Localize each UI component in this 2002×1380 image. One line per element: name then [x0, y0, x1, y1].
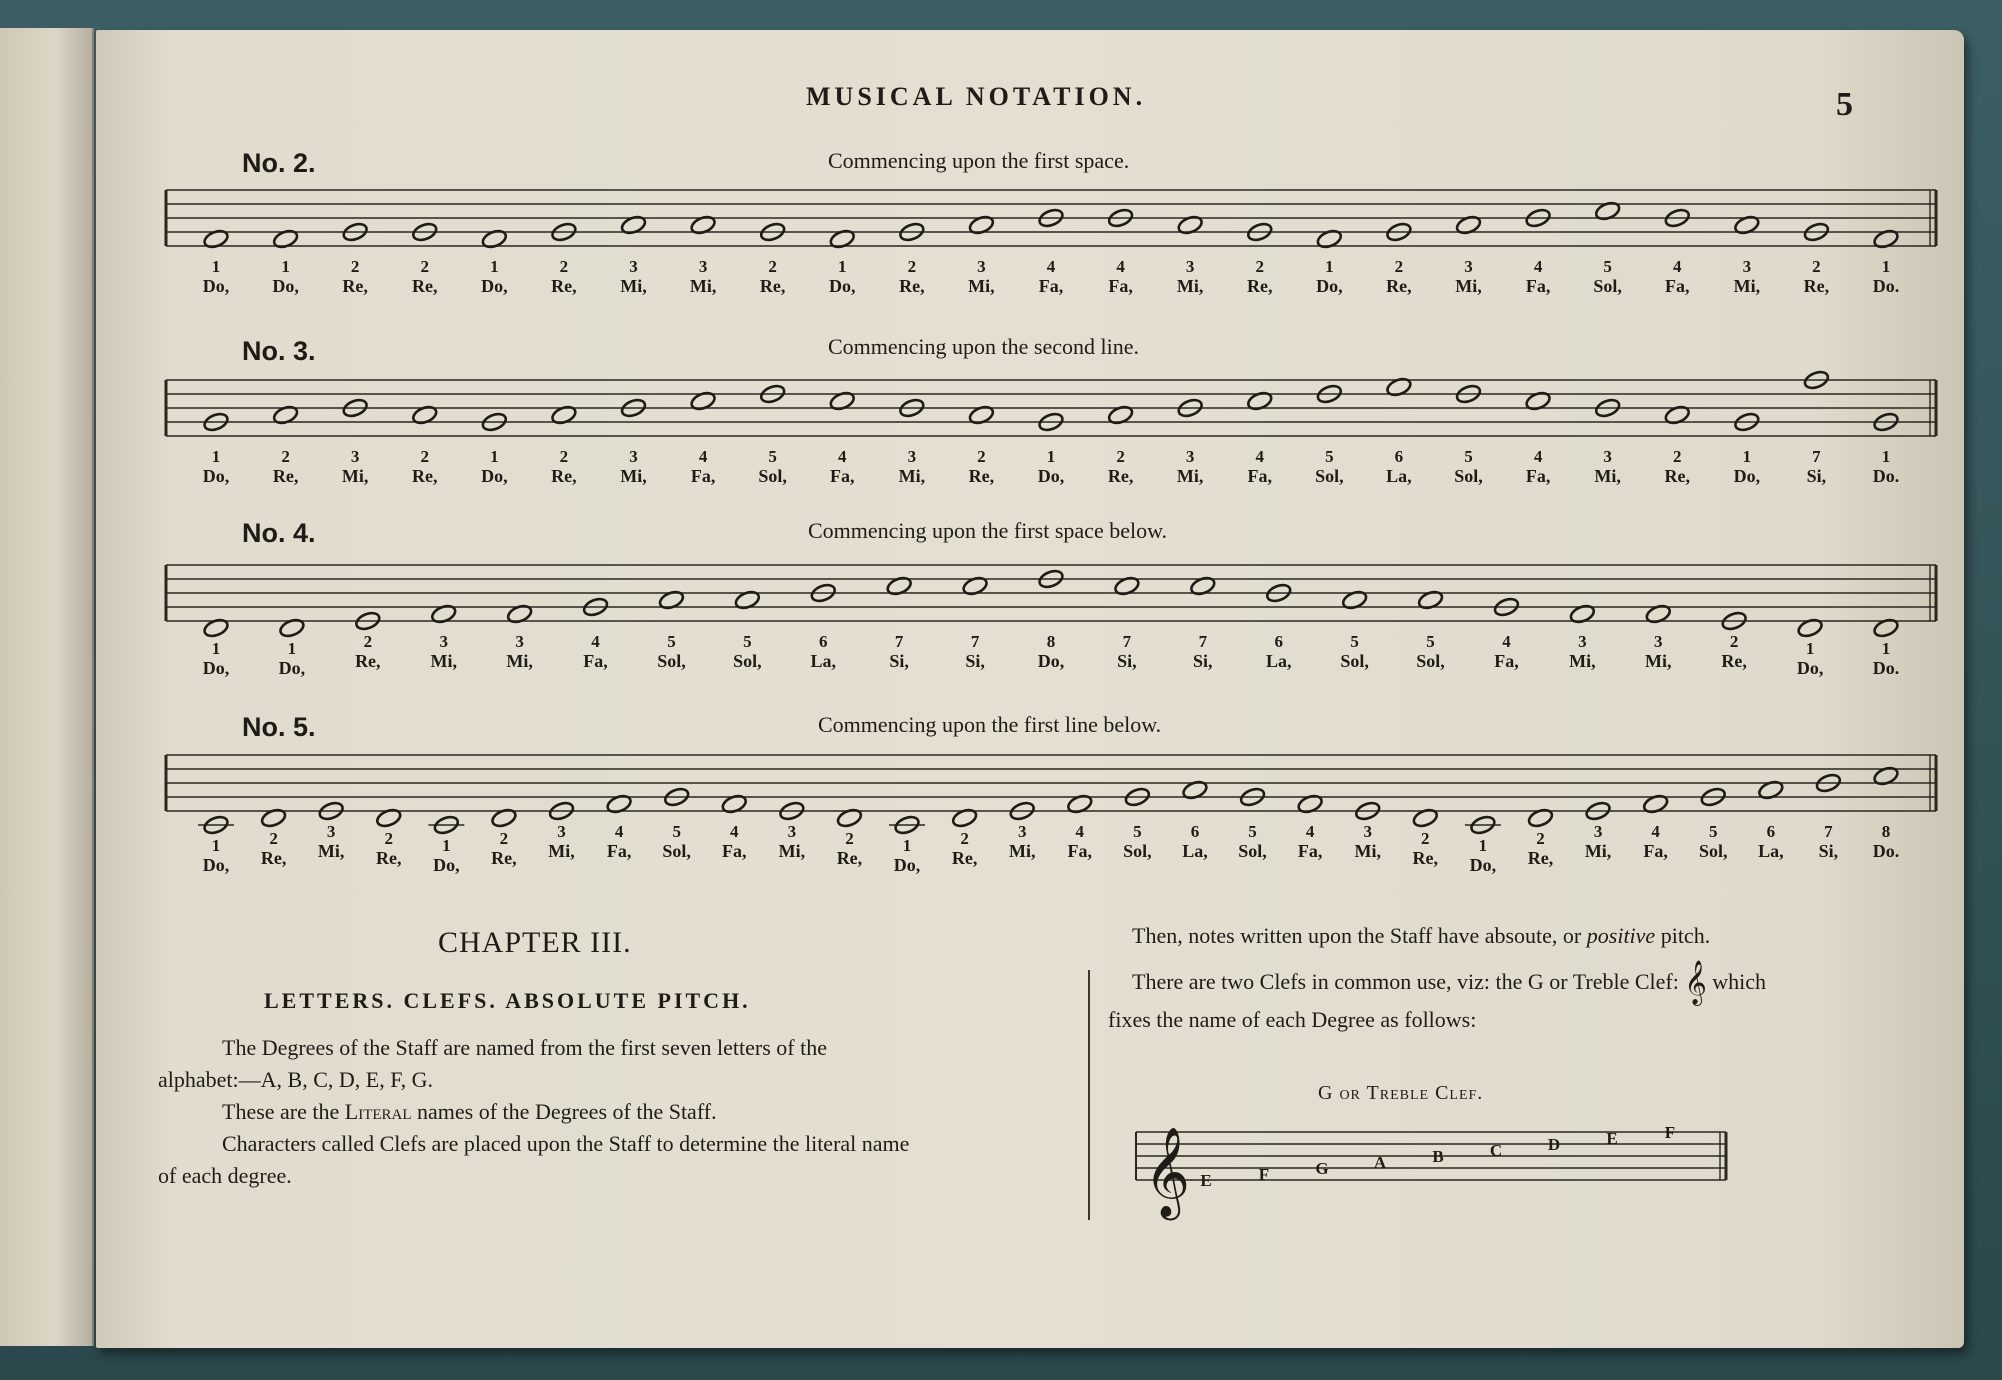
degree-number: 3 — [1185, 447, 1195, 466]
para2-suffix: names of the Degrees of the Staff. — [417, 1099, 717, 1124]
solfege-syllable: Si, — [1806, 466, 1827, 486]
degree-number: 4 — [1651, 822, 1660, 841]
chapter-subheading: LETTERS. CLEFS. ABSOLUTE PITCH. — [264, 988, 751, 1013]
degree-number: 1 — [281, 257, 290, 276]
degree-number: 1 — [1881, 639, 1891, 658]
degree-number: 1 — [1742, 447, 1752, 466]
solfege-syllable: La, — [1182, 841, 1208, 861]
degree-number: 8 — [1046, 632, 1056, 651]
solfege-syllable: Do. — [1872, 841, 1900, 861]
right-line1-italic: positive — [1586, 923, 1656, 948]
solfege-syllable: Re, — [260, 848, 287, 868]
clef-letter: D — [1547, 1135, 1561, 1154]
solfege-syllable: Mi, — [1176, 276, 1204, 296]
para2-smallcaps: Literal — [344, 1099, 412, 1124]
solfege-syllable: Re, — [412, 276, 438, 296]
degree-number: 3 — [629, 257, 638, 276]
solfege-syllable: Re, — [272, 466, 299, 486]
solfege-syllable: Mi, — [548, 841, 575, 861]
degree-number: 4 — [591, 632, 600, 651]
solfege-syllable: Sol, — [662, 841, 691, 861]
degree-number: 6 — [1190, 822, 1200, 841]
solfege-syllable: Fa, — [690, 466, 716, 486]
para3-line2: of each degree. — [158, 1163, 292, 1188]
exercise-label-5: No. 5. — [242, 712, 316, 742]
degree-number: 1 — [490, 257, 499, 276]
degree-number: 2 — [845, 829, 854, 848]
solfege-syllable: Mi, — [1645, 651, 1672, 671]
solfege-syllable: Do, — [278, 658, 306, 678]
degree-number: 6 — [1394, 447, 1404, 466]
para2-prefix: These are the — [222, 1099, 340, 1124]
solfege-syllable: Re, — [376, 848, 402, 868]
solfege-syllable: Do, — [481, 466, 508, 486]
solfege-syllable: Fa, — [1525, 466, 1551, 486]
degree-number: 3 — [1654, 632, 1663, 651]
solfege-syllable: Do, — [202, 466, 230, 486]
solfege-syllable: Re, — [412, 466, 438, 486]
degree-number: 3 — [1742, 257, 1752, 276]
degree-number: 2 — [977, 447, 986, 466]
solfege-syllable: Fa, — [1297, 841, 1323, 861]
previous-page-edge — [0, 28, 94, 1346]
degree-number: 2 — [960, 829, 969, 848]
degree-number: 5 — [1133, 822, 1142, 841]
degree-number: 1 — [211, 257, 221, 276]
solfege-syllable: Re, — [1803, 276, 1830, 296]
degree-number: 3 — [1017, 822, 1027, 841]
degree-number: 5 — [1325, 447, 1334, 466]
degree-number: 3 — [1603, 447, 1612, 466]
degree-number: 2 — [1812, 257, 1821, 276]
degree-number: 2 — [384, 829, 394, 848]
degree-number: 4 — [1502, 632, 1511, 651]
solfege-syllable: Sol, — [758, 466, 787, 486]
solfege-syllable: Re, — [951, 848, 978, 868]
degree-number: 4 — [838, 447, 847, 466]
para1-line2: alphabet:—A, B, C, D, E, F, G. — [158, 1067, 434, 1092]
degree-number: 5 — [1426, 632, 1435, 651]
clef-example-caption: G or Treble Clef. — [1318, 1082, 1484, 1104]
degree-number: 1 — [1325, 257, 1334, 276]
solfege-syllable: Fa, — [1108, 276, 1133, 296]
solfege-syllable: Si, — [1117, 651, 1137, 671]
right-line1-suffix: pitch. — [1660, 923, 1711, 948]
degree-number: 7 — [1198, 632, 1208, 651]
solfege-syllable: Mi, — [1733, 276, 1761, 296]
solfege-syllable: Mi, — [341, 466, 369, 486]
degree-number: 7 — [894, 632, 904, 651]
solfege-syllable: Mi, — [898, 466, 926, 486]
degree-number: 1 — [287, 639, 297, 658]
degree-number: 5 — [672, 822, 681, 841]
solfege-syllable: Re, — [1247, 276, 1273, 296]
degree-number: 2 — [1729, 632, 1739, 651]
degree-number: 5 — [1708, 822, 1718, 841]
degree-number: 7 — [1122, 632, 1132, 651]
solfege-syllable: Re, — [759, 276, 786, 296]
solfege-syllable: Mi, — [778, 841, 806, 861]
degree-number: 1 — [1881, 257, 1891, 276]
solfege-syllable: Fa, — [583, 651, 608, 671]
degree-number: 4 — [1673, 257, 1682, 276]
clef-letter: B — [1432, 1147, 1444, 1166]
degree-number: 7 — [1812, 447, 1821, 466]
solfege-syllable: Mi, — [1354, 841, 1381, 861]
degree-number: 7 — [970, 632, 980, 651]
solfege-syllable: Sol, — [733, 651, 762, 671]
degree-number: 3 — [698, 257, 708, 276]
exercise-label-3: No. 3. — [242, 336, 316, 366]
degree-number: 1 — [442, 836, 451, 855]
solfege-syllable: Fa, — [606, 841, 632, 861]
solfege-syllable: Sol, — [1593, 276, 1622, 296]
solfege-syllable: Re, — [1386, 276, 1412, 296]
solfege-syllable: Do, — [1037, 466, 1065, 486]
clef-letter: C — [1489, 1141, 1503, 1160]
solfege-syllable: La, — [1265, 651, 1292, 671]
solfege-syllable: Do, — [1796, 658, 1824, 678]
solfege-syllable: Do. — [1872, 466, 1900, 486]
solfege-syllable: Si, — [1818, 841, 1839, 861]
degree-number: 4 — [1533, 447, 1543, 466]
degree-number: 4 — [698, 447, 708, 466]
page-number: 5 — [1836, 86, 1853, 123]
solfege-syllable: Sol, — [1238, 841, 1267, 861]
degree-number: 2 — [363, 632, 373, 651]
degree-number: 2 — [420, 447, 429, 466]
solfege-syllable: Re, — [1721, 651, 1747, 671]
degree-number: 3 — [977, 257, 986, 276]
degree-number: 4 — [1305, 822, 1315, 841]
degree-number: 2 — [768, 257, 777, 276]
treble-clef-staff — [1126, 1110, 1846, 1230]
degree-number: 3 — [515, 632, 524, 651]
solfege-syllable: Sol, — [1340, 651, 1369, 671]
solfege-syllable: Re, — [551, 466, 577, 486]
degree-number: 2 — [420, 257, 429, 276]
staff-exercise-5 — [156, 745, 1946, 915]
degree-number: 1 — [1805, 639, 1815, 658]
clef-letter: E — [1200, 1171, 1212, 1190]
book-page — [96, 30, 1964, 1348]
degree-number: 1 — [211, 836, 221, 855]
degree-number: 8 — [1881, 822, 1891, 841]
solfege-syllable: Sol, — [1698, 841, 1728, 861]
degree-number: 2 — [1536, 829, 1545, 848]
degree-number: 2 — [269, 829, 278, 848]
solfege-syllable: Mi, — [1584, 841, 1612, 861]
degree-number: 3 — [1363, 822, 1372, 841]
solfege-syllable: Fa, — [1494, 651, 1519, 671]
solfege-syllable: Mi, — [1455, 276, 1482, 296]
treble-clef-icon: 𝄞 — [1684, 960, 1707, 1004]
solfege-syllable: Fa, — [1643, 841, 1668, 861]
degree-number: 2 — [1394, 257, 1404, 276]
solfege-syllable: Re, — [1107, 466, 1134, 486]
solfege-syllable: Mi, — [506, 651, 533, 671]
solfege-syllable: Mi, — [1594, 466, 1621, 486]
solfege-syllable: Mi, — [1008, 841, 1036, 861]
staff-exercise-3 — [156, 370, 1946, 520]
solfege-syllable: Re, — [491, 848, 517, 868]
solfege-syllable: Do, — [202, 855, 230, 875]
degree-number: 2 — [281, 447, 290, 466]
solfege-syllable: Mi, — [430, 651, 457, 671]
chapter-body — [158, 1032, 1024, 1192]
degree-number: 3 — [350, 447, 360, 466]
degree-number: 3 — [787, 822, 797, 841]
degree-number: 4 — [1075, 822, 1085, 841]
solfege-syllable: Re, — [342, 276, 368, 296]
degree-number: 6 — [1274, 632, 1283, 651]
solfege-syllable: Fa, — [1665, 276, 1690, 296]
solfege-syllable: Re, — [1664, 466, 1690, 486]
degree-number: 3 — [326, 822, 336, 841]
exercise-label-4: No. 4. — [242, 518, 316, 548]
solfege-syllable: Mi, — [1569, 651, 1596, 671]
solfege-syllable: Do, — [1316, 276, 1343, 296]
exercise-label-2: No. 2. — [242, 148, 316, 178]
solfege-syllable: Si, — [1193, 651, 1213, 671]
degree-number: 5 — [1248, 822, 1257, 841]
solfege-syllable: Re, — [551, 276, 577, 296]
para3-line1: Characters called Clefs are placed upon the Staff to determine the literal name — [222, 1131, 910, 1156]
solfege-syllable: Do, — [202, 658, 230, 678]
solfege-syllable: Mi, — [620, 466, 647, 486]
degree-number: 2 — [499, 829, 509, 848]
degree-number: 3 — [1578, 632, 1587, 651]
degree-number: 4 — [614, 822, 624, 841]
running-head: MUSICAL NOTATION. — [806, 82, 1147, 111]
solfege-syllable: Re, — [355, 651, 381, 671]
degree-number: 4 — [730, 822, 739, 841]
degree-number: 2 — [559, 447, 569, 466]
exercise-caption-5: Commencing upon the first line below. — [818, 712, 1162, 737]
right-line2-prefix: There are two Clefs in common use, viz: the G or Treble Clef: — [1132, 969, 1679, 994]
solfege-syllable: Do, — [1469, 855, 1497, 875]
degree-number: 4 — [1533, 257, 1543, 276]
degree-number: 3 — [1185, 257, 1195, 276]
degree-number: 6 — [819, 632, 828, 651]
solfege-syllable: Fa, — [1067, 841, 1093, 861]
solfege-syllable: Mi, — [1176, 466, 1204, 486]
solfege-syllable: Fa, — [830, 466, 855, 486]
solfege-syllable: Do, — [829, 276, 856, 296]
degree-number: 1 — [902, 836, 912, 855]
degree-number: 3 — [439, 632, 448, 651]
solfege-syllable: Re, — [836, 848, 863, 868]
solfege-syllable: Mi, — [620, 276, 647, 296]
solfege-syllable: Do, — [893, 855, 921, 875]
degree-number: 2 — [559, 257, 569, 276]
solfege-syllable: Re, — [1412, 848, 1439, 868]
solfege-syllable: La, — [1758, 841, 1784, 861]
clef-letter: A — [1373, 1153, 1387, 1172]
degree-number: 5 — [1350, 632, 1359, 651]
degree-number: 1 — [838, 257, 847, 276]
degree-number: 7 — [1824, 822, 1833, 841]
solfege-syllable: Re, — [1527, 848, 1554, 868]
solfege-syllable: La, — [810, 651, 837, 671]
solfege-syllable: Do, — [272, 276, 299, 296]
degree-number: 2 — [1116, 447, 1125, 466]
degree-number: 3 — [629, 447, 638, 466]
clef-letter: G — [1315, 1159, 1329, 1178]
solfege-syllable: Sol, — [657, 651, 686, 671]
exercise-caption-2: Commencing upon the first space. — [828, 148, 1130, 173]
staff-exercise-4 — [156, 555, 1946, 705]
solfege-syllable: Mi, — [317, 841, 345, 861]
right-line2 — [1036, 960, 1976, 1004]
right-line3: fixes the name of each Degree as follows: — [1108, 1007, 1477, 1032]
solfege-syllable: Do. — [1872, 658, 1900, 678]
solfege-syllable: Fa, — [1038, 276, 1064, 296]
degree-number: 3 — [907, 447, 917, 466]
degree-number: 1 — [1478, 836, 1488, 855]
degree-number: 3 — [1593, 822, 1603, 841]
degree-number: 1 — [211, 447, 221, 466]
solfege-syllable: Do. — [1872, 276, 1900, 296]
degree-number: 2 — [1421, 829, 1430, 848]
degree-number: 5 — [743, 632, 752, 651]
degree-number: 3 — [557, 822, 566, 841]
clef-letter: F — [1258, 1165, 1270, 1184]
solfege-syllable: Do, — [202, 276, 230, 296]
degree-number: 2 — [1673, 447, 1682, 466]
clef-letter: F — [1664, 1123, 1676, 1142]
exercise-caption-4: Commencing upon the first space below. — [808, 518, 1168, 543]
degree-number: 2 — [350, 257, 360, 276]
degree-number: 2 — [1255, 257, 1264, 276]
degree-number: 1 — [1881, 447, 1891, 466]
solfege-syllable: Sol, — [1315, 466, 1344, 486]
solfege-syllable: Fa, — [722, 841, 747, 861]
exercise-caption-3: Commencing upon the second line. — [828, 334, 1139, 359]
solfege-syllable: Sol, — [1123, 841, 1152, 861]
degree-number: 1 — [211, 639, 221, 658]
solfege-syllable: La, — [1386, 466, 1412, 486]
degree-number: 5 — [1464, 447, 1473, 466]
solfege-syllable: Do, — [1037, 651, 1065, 671]
degree-number: 5 — [667, 632, 676, 651]
degree-number: 4 — [1255, 447, 1264, 466]
chapter-title: CHAPTER III. — [438, 926, 632, 959]
right-line1-prefix: Then, notes written upon the Staff have absoute, or — [1132, 923, 1582, 948]
degree-number: 4 — [1046, 257, 1056, 276]
solfege-syllable: Re, — [899, 276, 925, 296]
solfege-syllable: Sol, — [1416, 651, 1445, 671]
degree-number: 6 — [1766, 822, 1776, 841]
solfege-syllable: Fa, — [1247, 466, 1272, 486]
treble-clef-icon: 𝄞 — [1144, 1127, 1191, 1217]
solfege-syllable: Do, — [481, 276, 508, 296]
right-line1 — [1036, 920, 1976, 952]
solfege-syllable: Sol, — [1454, 466, 1483, 486]
degree-number: 1 — [490, 447, 499, 466]
solfege-syllable: Si, — [889, 651, 909, 671]
degree-number: 1 — [1046, 447, 1056, 466]
solfege-syllable: Re, — [968, 466, 995, 486]
degree-number: 3 — [1464, 257, 1473, 276]
degree-number: 2 — [907, 257, 917, 276]
solfege-syllable: Mi, — [689, 276, 717, 296]
staff-exercise-2 — [156, 180, 1946, 330]
right-column-text — [1036, 920, 1976, 1036]
para2 — [158, 1096, 1024, 1128]
right-line2-suffix: which — [1712, 969, 1767, 994]
solfege-syllable: Si, — [965, 651, 985, 671]
solfege-syllable: Mi, — [968, 276, 995, 296]
solfege-syllable: Do, — [1733, 466, 1761, 486]
degree-number: 5 — [768, 447, 777, 466]
para1-line1: The Degrees of the Staff are named from the first seven letters of the — [222, 1035, 827, 1060]
solfege-syllable: Fa, — [1525, 276, 1551, 296]
degree-number: 4 — [1116, 257, 1125, 276]
solfege-syllable: Do, — [433, 855, 460, 875]
clef-letter: E — [1606, 1129, 1618, 1148]
degree-number: 5 — [1603, 257, 1612, 276]
